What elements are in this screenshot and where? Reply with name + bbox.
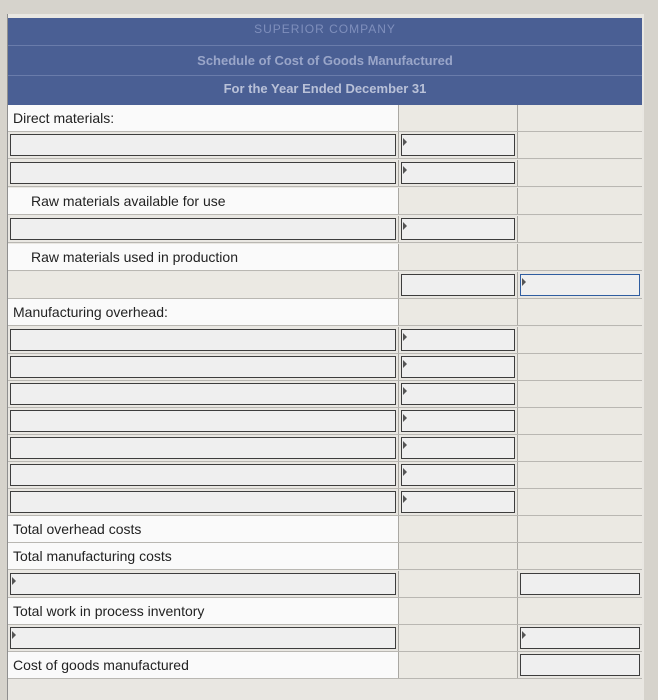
amount-input[interactable]	[399, 435, 518, 461]
empty-cell	[518, 244, 642, 270]
direct-materials-label: Direct materials:	[8, 105, 399, 131]
amount-input[interactable]	[399, 381, 518, 407]
empty-cell	[399, 571, 518, 597]
amount-input[interactable]	[518, 652, 642, 678]
table-row	[8, 327, 642, 354]
amount-input[interactable]	[399, 489, 518, 515]
schedule-header	[8, 18, 642, 108]
account-select[interactable]	[8, 625, 399, 651]
amount-input[interactable]	[399, 327, 518, 353]
empty-cell	[518, 462, 642, 488]
header-divider	[8, 75, 642, 76]
empty-cell	[399, 543, 518, 569]
company-name: SUPERIOR COMPANY	[254, 22, 396, 36]
amount-input[interactable]	[518, 625, 642, 651]
row-raw-used	[8, 244, 642, 271]
empty-cell	[399, 105, 518, 131]
amount-input[interactable]	[518, 272, 642, 298]
total-overhead-label: Total overhead costs	[8, 516, 399, 542]
table-row	[8, 216, 642, 243]
amount-input[interactable]	[399, 354, 518, 380]
cogm-label: Cost of goods manufactured	[8, 652, 399, 678]
account-select[interactable]	[8, 354, 399, 380]
amount-input[interactable]	[518, 571, 642, 597]
empty-cell	[399, 299, 518, 325]
row-direct-materials	[8, 105, 642, 132]
amount-input[interactable]	[399, 272, 518, 298]
table-row	[8, 132, 642, 159]
table-row	[8, 625, 642, 652]
account-select[interactable]	[8, 216, 399, 242]
schedule-title: Schedule of Cost of Goods Manufactured	[197, 53, 453, 68]
empty-cell	[518, 105, 642, 131]
empty-cell	[399, 625, 518, 651]
amount-input[interactable]	[399, 160, 518, 186]
account-select[interactable]	[8, 408, 399, 434]
header-divider	[8, 45, 642, 46]
schedule-period: For the Year Ended December 31	[223, 81, 427, 96]
empty-cell	[518, 160, 642, 186]
account-select[interactable]	[8, 571, 399, 597]
row-total-wip	[8, 598, 642, 625]
empty-cell	[518, 381, 642, 407]
empty-cell	[8, 272, 399, 298]
total-manufacturing-label: Total manufacturing costs	[8, 543, 399, 569]
table-row	[8, 489, 642, 516]
raw-materials-available-label: Raw materials available for use	[8, 188, 399, 214]
amount-input[interactable]	[399, 132, 518, 158]
account-select[interactable]	[8, 462, 399, 488]
empty-cell	[399, 652, 518, 678]
table-row	[8, 160, 642, 187]
empty-cell	[518, 489, 642, 515]
empty-cell	[399, 516, 518, 542]
account-select[interactable]	[8, 489, 399, 515]
raw-materials-used-label: Raw materials used in production	[8, 244, 399, 270]
table-row	[8, 571, 642, 598]
row-cogm	[8, 652, 642, 679]
table-row	[8, 462, 642, 489]
empty-cell	[518, 216, 642, 242]
table-row	[8, 354, 642, 381]
empty-cell	[518, 299, 642, 325]
table-row	[8, 381, 642, 408]
empty-cell	[518, 598, 642, 624]
manufacturing-overhead-label: Manufacturing overhead:	[8, 299, 399, 325]
empty-cell	[518, 188, 642, 214]
empty-cell	[518, 435, 642, 461]
empty-cell	[399, 244, 518, 270]
table-row	[8, 272, 642, 299]
empty-cell	[518, 132, 642, 158]
table-row	[8, 435, 642, 462]
row-raw-available	[8, 188, 642, 215]
table-row	[8, 408, 642, 435]
row-total-overhead	[8, 516, 642, 543]
empty-cell	[399, 188, 518, 214]
account-select[interactable]	[8, 160, 399, 186]
row-manufacturing-overhead	[8, 299, 642, 326]
empty-cell	[518, 327, 642, 353]
row-total-manufacturing	[8, 543, 642, 570]
empty-cell	[518, 543, 642, 569]
empty-cell	[399, 598, 518, 624]
account-select[interactable]	[8, 132, 399, 158]
empty-cell	[518, 354, 642, 380]
account-select[interactable]	[8, 435, 399, 461]
amount-input[interactable]	[399, 408, 518, 434]
account-select[interactable]	[8, 381, 399, 407]
account-select[interactable]	[8, 327, 399, 353]
amount-input[interactable]	[399, 462, 518, 488]
empty-cell	[518, 408, 642, 434]
empty-cell	[518, 516, 642, 542]
total-wip-label: Total work in process inventory	[8, 598, 399, 624]
amount-input[interactable]	[399, 216, 518, 242]
